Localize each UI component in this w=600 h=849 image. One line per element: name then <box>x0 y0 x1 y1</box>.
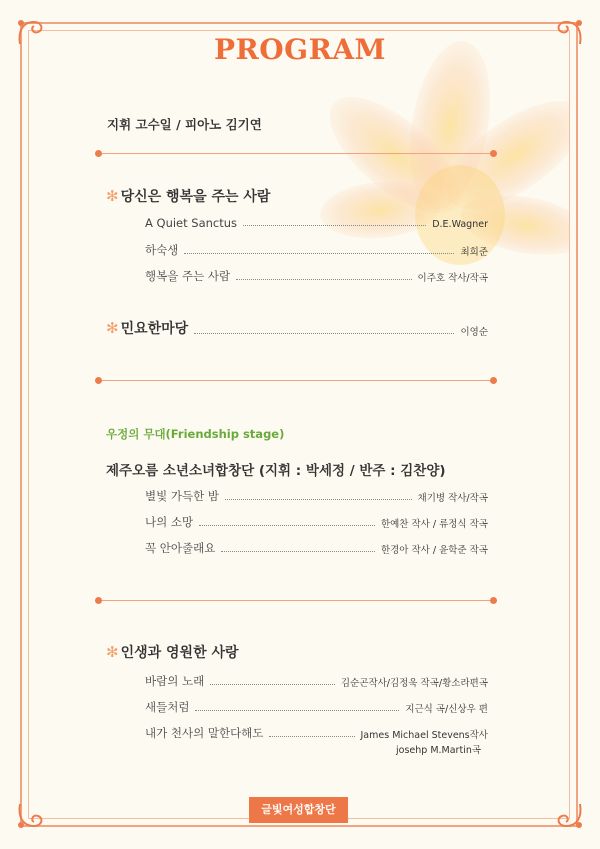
corner-ornament-icon <box>14 798 48 832</box>
choir-name-badge: 글빛여성합창단 <box>249 797 348 823</box>
conductor-info: 지휘 고수일 / 피아노 김기연 <box>107 117 262 132</box>
section-heading: ✻ 당신은 행복을 주는 사람 <box>106 187 271 205</box>
page-title: PROGRAM <box>213 33 387 66</box>
asterisk-icon: ✻ <box>106 643 119 661</box>
program-item: 바람의 노래 김순곤작사/김정욱 작곡/황소라편곡 <box>145 674 488 689</box>
program-item-author: josehp M.Martin곡 <box>396 745 482 756</box>
program-item: 꼭 안아줄래요 한경아 작사 / 윤학준 작곡 <box>145 541 488 556</box>
program-item: 하숙생 최희준 <box>145 243 488 258</box>
asterisk-icon: ✻ <box>106 187 119 205</box>
divider <box>98 600 494 601</box>
program-item: 내가 천사의 말한다해도 James Michael Stevens작사 <box>145 726 488 741</box>
program-item: 행복을 주는 사람 이주호 작사/작곡 <box>145 269 488 284</box>
program-item: 나의 소망 한예찬 작사 / 류정식 작곡 <box>145 515 488 530</box>
section-heading: ✻ 인생과 영원한 사랑 <box>106 643 239 661</box>
program-item: 새들처럼 지근식 곡/신상우 편 <box>145 700 488 715</box>
friendship-label: 우정의 무대(Friendship stage) <box>106 427 285 441</box>
divider <box>98 153 494 154</box>
friendship-heading: 제주오름 소년소녀합창단 (지휘 : 박세정 / 반주 : 김찬양) <box>106 463 446 479</box>
divider <box>98 380 494 381</box>
corner-ornament-icon <box>552 798 586 832</box>
program-item: 별빛 가득한 밤 채기병 작사/작곡 <box>145 489 488 504</box>
asterisk-icon: ✻ <box>106 319 119 337</box>
program-item: A Quiet Sanctus D.E.Wagner <box>145 216 488 230</box>
program-item: ✻ 민요한마당 이영순 <box>106 319 488 338</box>
